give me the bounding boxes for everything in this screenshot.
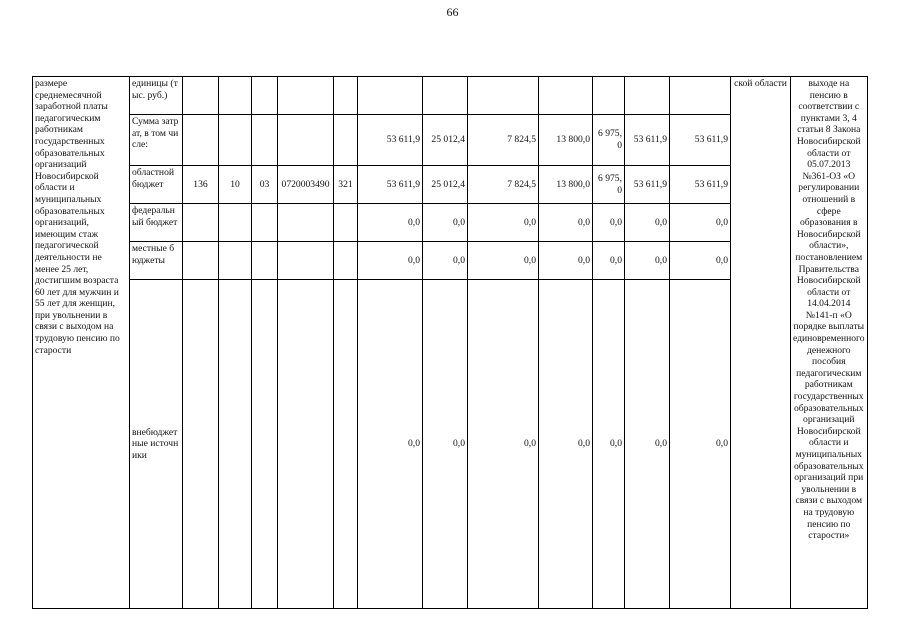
grbs-cell (183, 115, 219, 166)
value-cell: 0,0 (358, 242, 423, 280)
rz-cell: 10 (219, 166, 252, 204)
pr-cell (252, 204, 278, 242)
value-cell: 0,0 (625, 204, 670, 242)
value-cell: 0,0 (593, 242, 625, 280)
csr-cell (278, 204, 334, 242)
csr-cell (278, 242, 334, 280)
legal-basis: выходе на пенсию в соответствии с пунктами 3, 4 статьи 8 Закона Новосибирской области от 05.07.2013 №361-ОЗ «О регулировании отношений в сфере образования в Новосибирской области», постановлением Правительства Новосибирской области от 14.04.2014 №141-п «О порядке выплаты единовременного денежного пособия педагогическим работникам государственных образовательных организаций Новосибирской области и муниципальных образовательных организаций при увольнении в связи с выходом на трудовую пенсию по старости» (791, 77, 868, 609)
csr-cell: 0720003490 (278, 166, 334, 204)
value-cell: 53 611,9 (625, 166, 670, 204)
row-label: Сумма затрат, в том числе: (130, 115, 183, 166)
row-label: внебюджетные источники (130, 280, 183, 609)
pr-cell (252, 115, 278, 166)
value-cell: 7 824,5 (468, 166, 539, 204)
pr-cell (252, 242, 278, 280)
rz-cell (219, 77, 252, 115)
value-cell: 53 611,9 (358, 115, 423, 166)
value-cell: 0,0 (539, 204, 593, 242)
value-cell (423, 77, 468, 115)
grbs-cell (183, 77, 219, 115)
csr-cell (278, 115, 334, 166)
value-cell: 0,0 (539, 280, 593, 609)
pr-cell (252, 280, 278, 609)
page-number: 66 (446, 5, 459, 19)
vr-cell (334, 77, 358, 115)
value-cell: 0,0 (468, 204, 539, 242)
rz-cell (219, 242, 252, 280)
value-cell: 53 611,9 (670, 115, 731, 166)
value-cell (539, 77, 593, 115)
vr-cell (334, 115, 358, 166)
value-cell: 0,0 (625, 280, 670, 609)
value-cell: 7 824,5 (468, 115, 539, 166)
table-row (33, 77, 868, 115)
value-cell: 25 012,4 (423, 166, 468, 204)
pr-cell (252, 77, 278, 115)
rz-cell (219, 280, 252, 609)
value-cell (358, 77, 423, 115)
vr-cell (334, 280, 358, 609)
value-cell: 0,0 (539, 242, 593, 280)
row-label: местные бюджеты (130, 242, 183, 280)
value-cell: 0,0 (468, 242, 539, 280)
value-cell: 0,0 (358, 204, 423, 242)
row-label: федеральный бюджет (130, 204, 183, 242)
value-cell (625, 77, 670, 115)
row-label: единицы (тыс. руб.) (130, 77, 183, 115)
value-cell (468, 77, 539, 115)
grbs-cell (183, 242, 219, 280)
grbs-cell (183, 204, 219, 242)
csr-cell (278, 77, 334, 115)
value-cell: 53 611,9 (358, 166, 423, 204)
budget-table (32, 76, 868, 609)
value-cell: 0,0 (625, 242, 670, 280)
value-cell: 0,0 (593, 204, 625, 242)
rz-cell (219, 115, 252, 166)
value-cell: 13 800,0 (539, 115, 593, 166)
grbs-cell (183, 280, 219, 609)
value-cell: 25 012,4 (423, 115, 468, 166)
responsible-executor: ской области (731, 77, 791, 609)
value-cell (593, 77, 625, 115)
vr-cell: 321 (334, 166, 358, 204)
value-cell: 0,0 (358, 280, 423, 609)
rz-cell (219, 204, 252, 242)
value-cell: 0,0 (423, 280, 468, 609)
row-label: областной бюджет (130, 166, 183, 204)
grbs-cell: 136 (183, 166, 219, 204)
value-cell: 0,0 (670, 204, 731, 242)
pr-cell: 03 (252, 166, 278, 204)
measure-description: размере среднемесячной заработной платы педагогическим работникам государственных образовательных организаций Новосибирской области и муниципальных образовательных организаций, имеющим стаж педагогической деятельности не менее 25 лет, достигшим возраста 60 лет для мужчин и 55 лет для женщин, при увольнении в связи с выходом на трудовую пенсию по старости (33, 77, 130, 609)
value-cell: 6 975,0 (593, 115, 625, 166)
value-cell: 6 975,0 (593, 166, 625, 204)
value-cell: 0,0 (423, 204, 468, 242)
value-cell: 0,0 (670, 242, 731, 280)
value-cell: 0,0 (593, 280, 625, 609)
value-cell: 0,0 (423, 242, 468, 280)
value-cell: 53 611,9 (625, 115, 670, 166)
value-cell: 53 611,9 (670, 166, 731, 204)
vr-cell (334, 242, 358, 280)
value-cell: 13 800,0 (539, 166, 593, 204)
value-cell: 0,0 (670, 280, 731, 609)
value-cell (670, 77, 731, 115)
csr-cell (278, 280, 334, 609)
vr-cell (334, 204, 358, 242)
value-cell: 0,0 (468, 280, 539, 609)
